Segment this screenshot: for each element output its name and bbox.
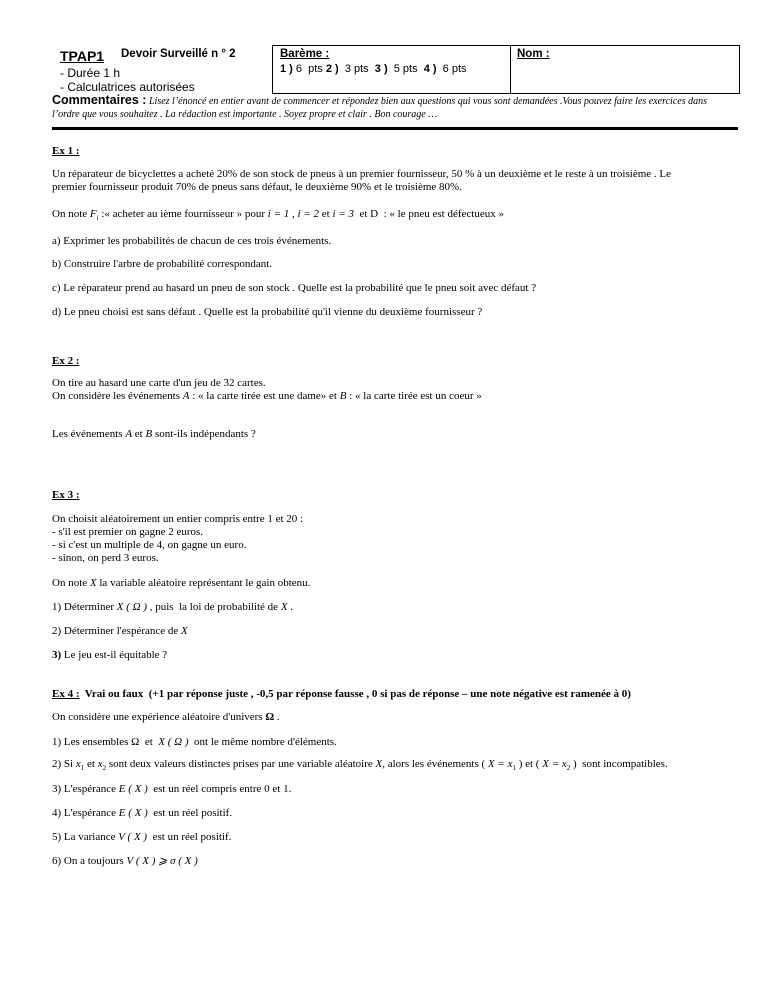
ex1-notation: On note $F_i$ :« acheter au ième fournisseur » pour i = 1 , i = 2 et i = 3 et D : « le pneu est défectueux » [52,208,504,223]
ex3-line4: - sinon, on perd 3 euros. [52,552,159,564]
test-title: Devoir Surveillé n ° 2 [121,48,236,60]
nom-label: Nom : [517,48,550,60]
ex1-intro2: premier fournisseur produit 70% de pneus sans défaut, le deuxième 90% et le troisième 80%. [52,181,462,193]
ex4-statement-1: 1) Les ensembles Ω et X ( Ω ) ont le même nombre d'éléments. [52,736,337,748]
ex2-line2: On considère les événements A : « la carte tirée est une dame» et B : « la carte tirée est un coeur » [52,390,482,402]
ex3-question-3: 3) Le jeu est-il équitable ? [52,649,168,661]
ex4-statement-3: 3) L'espérance E ( X ) est un réel compris entre 0 et 1. [52,783,292,795]
ex1-question-a: a) Exprimer les probabilités de chacun de ces trois événements. [52,235,332,247]
ex1-question-c: c) Le réparateur prend au hasard un pneu de son stock . Quelle est la probabilité que le pneu soit avec défaut ? [52,282,537,294]
ex4-intro: On considère une expérience aléatoire d'univers Ω . [52,711,280,723]
header-separator [52,127,738,130]
ex4-statement-6: 6) On a toujours V ( X ) ⩾ σ ( X ) [52,855,198,867]
ex3-title: Ex 3 : [52,489,80,501]
ex1-title: Ex 1 : [52,145,80,157]
ex2-question: Les événements A et B sont-ils indépendants ? [52,428,256,440]
ex1-intro1: Un réparateur de bicyclettes a acheté 20% de son stock de pneus à un premier fournisseur, 50 % à un deuxième et le reste à un troisième . Le [52,168,671,180]
ex3-line1: On choisit aléatoirement un entier compris entre 1 et 20 : [52,513,304,525]
ex2-line1: On tire au hasard une carte d'un jeu de 32 cartes. [52,377,266,389]
calculators: - Calculatrices autorisées [60,80,195,94]
ex4-statement-5: 5) La variance V ( X ) est un réel positif. [52,831,232,843]
ex4-statement-4: 4) L'espérance E ( X ) est un réel positif. [52,807,233,819]
ex4-statement-2: 2) Si $x_1$ et $x_2$ sont deux valeurs distinctes prises par une variable aléatoire X, alors les événements ( $X = x_1$ ) et ( $X = x_2$ ) sont incompatibles. [52,758,668,773]
duration: - Durée 1 h [60,66,121,80]
comments-line1: Commentaires : Lisez l’énoncé en entier avant de commencer et répondez bien aux questions qui vous sont demandées .Vous pouvez faire les exercices dans [52,93,707,107]
ex3-question-1: 1) Déterminer X ( Ω ) , puis la loi de probabilité de X . [52,601,294,613]
class-code: TPAP1 [60,48,105,64]
ex3-line3: - si c'est un multiple de 4, on gagne un euro. [52,539,247,551]
ex1-question-b: b) Construire l'arbre de probabilité correspondant. [52,258,273,270]
ex3-notation: On note X la variable aléatoire représentant le gain obtenu. [52,577,311,589]
ex2-title: Ex 2 : [52,355,80,367]
ex3-line2: - s'il est premier on gagne 2 euros. [52,526,204,538]
ex1-question-d: d) Le pneu choisi est sans défaut . Quelle est la probabilité qu'il vienne du deuxième fournisseur ? [52,306,483,318]
ex3-question-2: 2) Déterminer l'espérance de X [52,625,188,637]
ex4-title: Ex 4 : Vrai ou faux (+1 par réponse juste , -0,5 par réponse fausse , 0 si pas de réponse – une note négative est ramenée à 0) [52,688,631,700]
bareme-points: 1 ) 6 pts 2 ) 3 pts 3 ) 5 pts 4 ) 6 pts [280,63,467,75]
bareme-label: Barème : [280,48,330,60]
comments-line2: l’ordre que vous souhaitez . La rédaction est importante . Soyez propre et clair . Bon courage … [52,109,438,120]
